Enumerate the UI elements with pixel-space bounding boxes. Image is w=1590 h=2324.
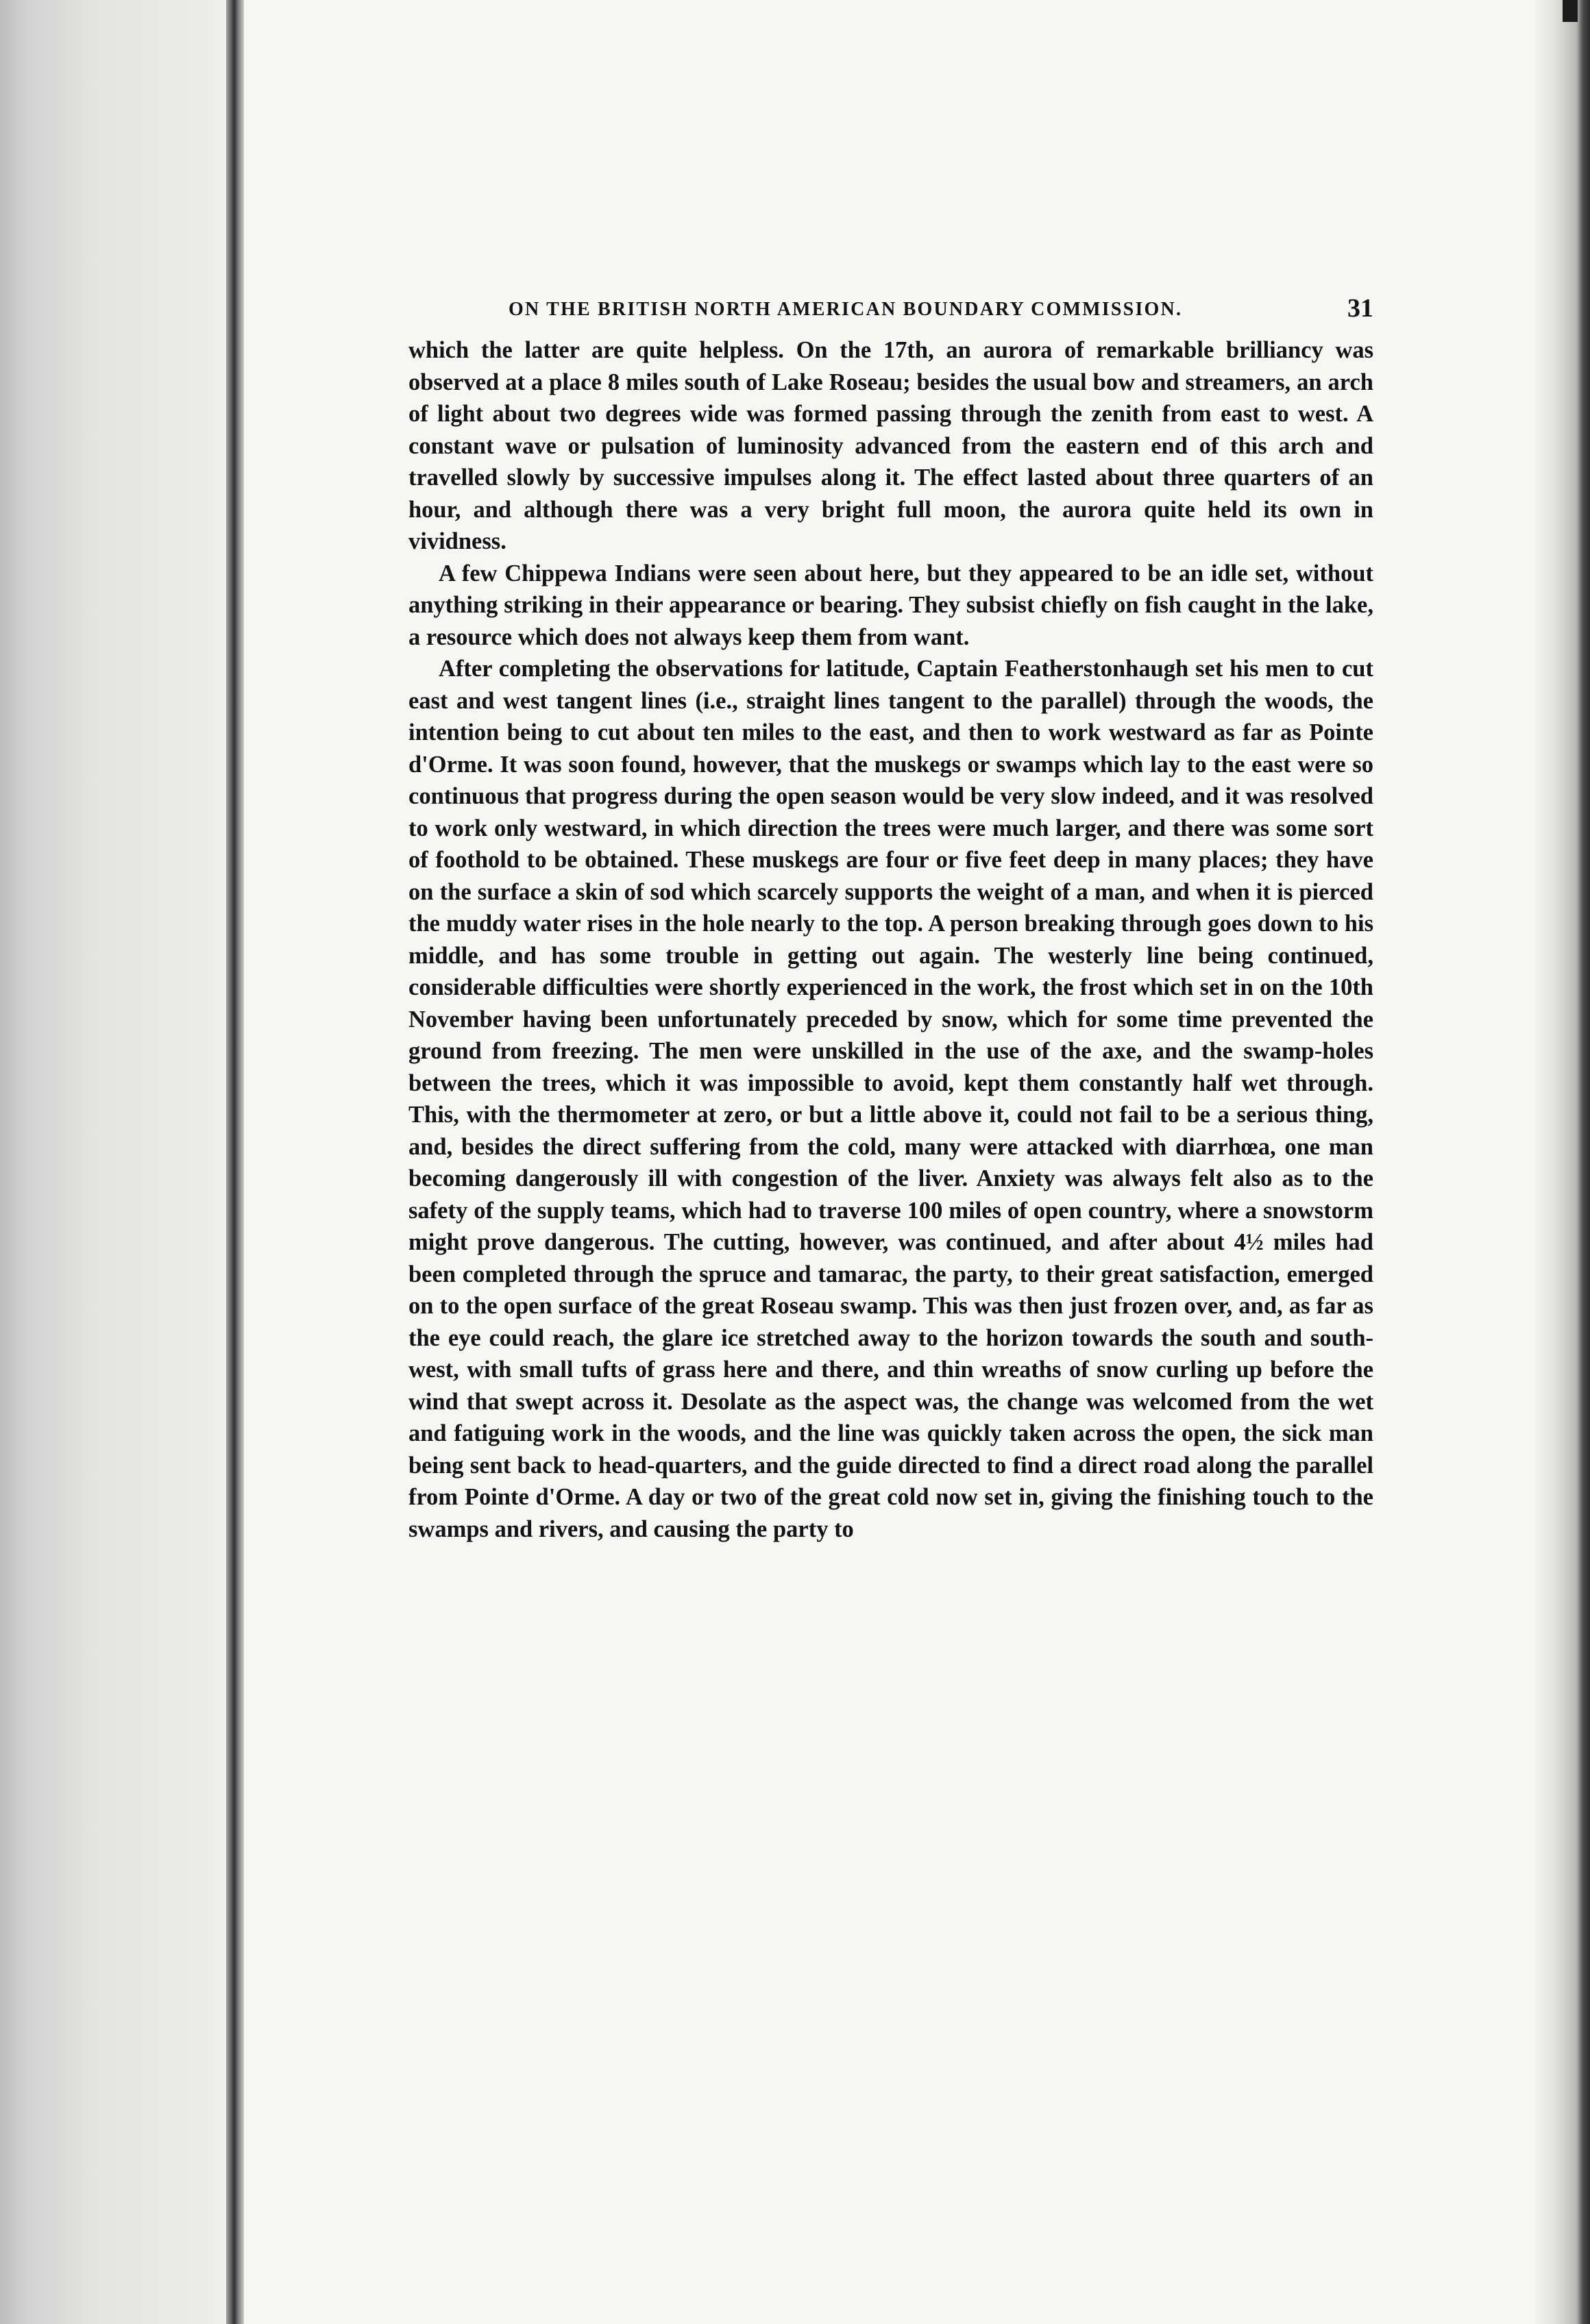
paragraph: After completing the observations for latitude, Captain Featherstonhaugh set his men to cut east and west tangent lines (i.e., straight lines tangent to the parallel) through the woods, the intention being to cut about ten miles to the east, and then to work westward as far as Pointe d'Orme. It was soon found, however, that the muskegs or swamps which lay to the east were so continuous that progress during the open season would be very slow indeed, and it was resolved to work only westward, in which direction the trees were much larger, and there was some sort of foothold to be obtained. These muskegs are four or five feet deep in many places; they have on the surface a skin of sod which scarcely supports the weight of a man, and when it is pierced the muddy water rises in the hole nearly to the top. A person breaking through goes down to his middle, and has some trouble in getting out again. The westerly line being continued, considerable difficulties were shortly experienced in the work, the frost which set in on the 10th November having been unfortunately preceded by snow, which for some time prevented the ground from freezing. The men were unskilled in the use of the axe, and the swamp-holes between the trees, which it was impossible to avoid, kept them constantly half wet through. This, with the thermometer at zero, or but a little above it, could not fail to be a serious thing, and, besides the direct suffering from the cold, many were attacked with diarrhœa, one man becoming dangerously ill with congestion of the liver. Anxiety was always felt also as to the safety of the supply teams, which had to traverse 100 miles of open country, where a snowstorm might prove dangerous. The cutting, however, was continued, and after about 4½ miles had been completed through the spruce and tamarac, the party, to their great satisfaction, emerged on to the open surface of the great Roseau swamp. This was then just frozen over, and, as far as the eye could reach, the glare ice stretched away to the horizon towards the south and south-west, with small tufts of grass here and there, and thin wreaths of snow curling up before the wind that swept across it. Desolate as the aspect was, the change was welcomed from the wet and fatiguing work in the woods, and the line was quickly taken across the open, the sick man being sent back to head-quarters, and the guide directed to find a direct road along the parallel from Pointe d'Orme. A day or two of the great cold now set in, giving the finishing touch to the swamps and rivers, and causing the party to — [408, 656, 1373, 1542]
page-content — [408, 292, 1373, 1545]
paragraph: which the latter are quite helpless. On the 17th, an aurora of remarkable brilliancy was observed at a place 8 miles south of Lake Roseau; besides the usual bow and streamers, an arch of light about two degrees wide was formed passing through the zenith from east to west. A constant wave or pulsation of luminosity advanced from the eastern end of this arch and travelled slowly by successive impulses along it. The effect lasted about three quarters of an hour, and although there was a very bright full moon, the aurora quite held its own in vividness. — [408, 337, 1373, 554]
scan-left-margin — [0, 0, 226, 2324]
book-gutter — [226, 0, 244, 2324]
paragraph: A few Chippewa Indians were seen about here, but they appeared to be an idle set, without anything striking in their appearance or bearing. They subsist chiefly on fish caught in the lake, a resource which does not always keep them from want. — [408, 560, 1373, 650]
running-head: ON THE BRITISH NORTH AMERICAN BOUNDARY COMMISSION. — [509, 299, 1183, 320]
page-header — [408, 292, 1373, 333]
page-right-edge — [1535, 0, 1590, 2324]
page-number: 31 — [1347, 294, 1373, 323]
gutter-shadow-line — [233, 0, 235, 2324]
body-text — [408, 334, 1373, 1545]
edge-mark — [1563, 0, 1578, 22]
